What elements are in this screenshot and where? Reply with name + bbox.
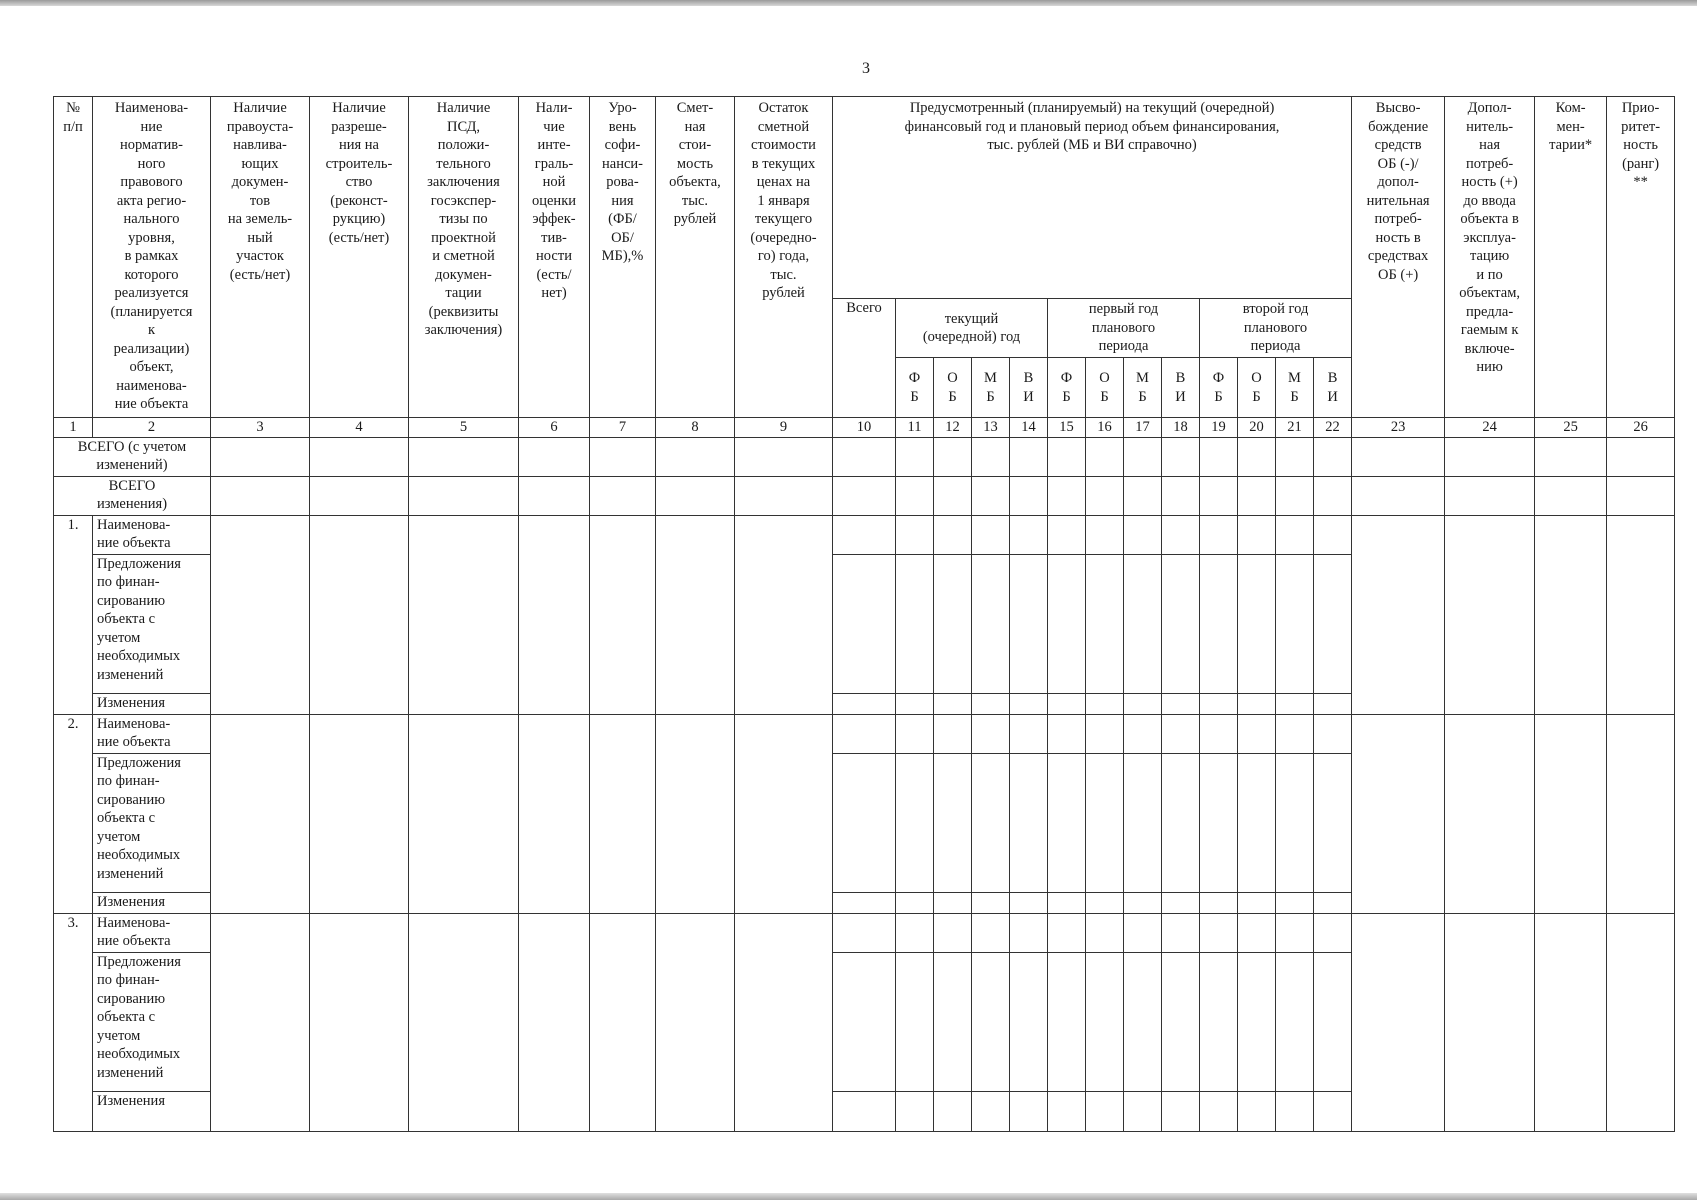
column-number: 24 (1445, 418, 1535, 438)
source-ob-first: О Б (1086, 358, 1124, 418)
column-number: 26 (1607, 418, 1675, 438)
table-cell (1010, 714, 1048, 753)
table-cell (1314, 437, 1352, 476)
table-cell (934, 952, 972, 1091)
table-cell (1276, 554, 1314, 693)
table-cell (211, 476, 310, 515)
table-cell (972, 1091, 1010, 1131)
table-cell (833, 913, 896, 952)
table-cell (896, 1091, 934, 1131)
column-number: 5 (409, 418, 519, 438)
table-cell (1238, 476, 1276, 515)
table-cell (1048, 515, 1086, 554)
table-cell (1276, 892, 1314, 913)
source-fb-first: Ф Б (1048, 358, 1086, 418)
table-cell (1124, 892, 1162, 913)
table-cell (1352, 714, 1445, 913)
column-number: 14 (1010, 418, 1048, 438)
table-cell (896, 892, 934, 913)
table-cell (934, 437, 972, 476)
table-cell (1445, 515, 1535, 714)
source-vi-second: В И (1314, 358, 1352, 418)
column-number: 8 (656, 418, 735, 438)
table-cell (1162, 952, 1200, 1091)
table-cell (1010, 554, 1048, 693)
table-cell (1086, 554, 1124, 693)
object-number: 3. (54, 913, 93, 1131)
total-with-changes-row (54, 437, 1675, 476)
column-number: 23 (1352, 418, 1445, 438)
table-cell (1276, 714, 1314, 753)
table-cell (1048, 437, 1086, 476)
table-cell (1124, 714, 1162, 753)
table-cell (1162, 437, 1200, 476)
table-cell (934, 554, 972, 693)
table-cell (590, 913, 656, 1131)
table-cell (1352, 913, 1445, 1131)
table-cell (1086, 913, 1124, 952)
table-cell (896, 693, 934, 714)
table-cell (1010, 437, 1048, 476)
object-number: 1. (54, 515, 93, 714)
header-remaining-cost: Остаток сметной стоимости в текущих ценах на 1 января текущего (очередно- го) года, тыс. рублей (735, 97, 833, 418)
table-cell (1124, 554, 1162, 693)
table-cell (833, 753, 896, 892)
table-cell (1162, 892, 1200, 913)
table-cell (1048, 554, 1086, 693)
table-cell (1607, 515, 1675, 714)
table-cell (1607, 437, 1675, 476)
table-cell (1086, 952, 1124, 1091)
column-number: 16 (1086, 418, 1124, 438)
table-cell (1314, 892, 1352, 913)
table-cell (833, 476, 896, 515)
column-number: 15 (1048, 418, 1086, 438)
header-number: № п/п (54, 97, 93, 418)
table-cell (896, 554, 934, 693)
column-number: 17 (1124, 418, 1162, 438)
header-act-name: Наименова- ние норматив- ного правового акта регио- нального уровня, в рамках которого реализуется (планируется к реализации) объект, наименова- ние объекта (93, 97, 211, 418)
column-number: 4 (310, 418, 409, 438)
table-cell (1124, 952, 1162, 1091)
table-cell (1445, 437, 1535, 476)
header-cofinancing-level: Уро- вень софи- нанси- рова- ния (ФБ/ ОБ/ МБ),% (590, 97, 656, 418)
column-number: 1 (54, 418, 93, 438)
table-cell (1276, 476, 1314, 515)
table-cell (896, 952, 934, 1091)
table-cell (1535, 913, 1607, 1131)
table-cell (1200, 753, 1238, 892)
table-cell (1352, 515, 1445, 714)
table-cell (656, 476, 735, 515)
table-cell (1238, 892, 1276, 913)
table-cell (1200, 952, 1238, 1091)
table-cell (1048, 753, 1086, 892)
table-cell (735, 476, 833, 515)
table-cell (896, 714, 934, 753)
table-cell (833, 515, 896, 554)
table-cell (972, 753, 1010, 892)
table-cell (934, 753, 972, 892)
header-psd-expertise: Наличие ПСД, положи- тельного заключения госэкспер- тизы по проектной и сметной докумен- тации (реквизиты заключения) (409, 97, 519, 418)
object-name-row (54, 714, 1675, 753)
header-row (54, 97, 1675, 299)
table-cell (1010, 1091, 1048, 1131)
table-cell (1535, 714, 1607, 913)
table-cell (1314, 693, 1352, 714)
table-cell (519, 515, 590, 714)
table-cell (656, 437, 735, 476)
table-cell (1086, 476, 1124, 515)
table-cell (1314, 714, 1352, 753)
object-name-row (54, 515, 1675, 554)
table-cell (1162, 476, 1200, 515)
table-cell (1010, 476, 1048, 515)
table-cell (833, 714, 896, 753)
column-number: 11 (896, 418, 934, 438)
table-cell (1352, 437, 1445, 476)
table-cell (519, 714, 590, 913)
table-cell (1124, 913, 1162, 952)
table-cell (833, 892, 896, 913)
column-numbers-row (54, 418, 1675, 438)
source-ob-current: О Б (934, 358, 972, 418)
table-cell (972, 714, 1010, 753)
table-cell (1086, 892, 1124, 913)
table-cell (656, 913, 735, 1131)
table-cell (735, 515, 833, 714)
table-cell (1238, 1091, 1276, 1131)
table-cell (1010, 693, 1048, 714)
table-cell (1238, 515, 1276, 554)
table-cell (896, 913, 934, 952)
table-cell (1445, 714, 1535, 913)
table-cell (972, 892, 1010, 913)
table-cell (1607, 913, 1675, 1131)
table-cell (1162, 515, 1200, 554)
table-cell (1086, 437, 1124, 476)
header-year-first: первый год планового периода (1048, 299, 1200, 358)
object-changes-label: Изменения (93, 892, 211, 913)
table-cell (310, 714, 409, 913)
table-cell (1200, 515, 1238, 554)
source-mb-current: М Б (972, 358, 1010, 418)
column-number: 2 (93, 418, 211, 438)
table-cell (1314, 476, 1352, 515)
column-number: 12 (934, 418, 972, 438)
table-cell (1238, 714, 1276, 753)
table-cell (896, 437, 934, 476)
table-cell (1086, 714, 1124, 753)
table-cell (1276, 753, 1314, 892)
table-cell (1238, 693, 1276, 714)
page-number: 3 (862, 60, 870, 77)
object-proposals-label: Предложения по финан- сированию объекта с учетом необходимых изменений (93, 554, 211, 693)
table-cell (1010, 753, 1048, 892)
column-number: 22 (1314, 418, 1352, 438)
table-cell (735, 437, 833, 476)
table-cell (934, 476, 972, 515)
table-cell (972, 913, 1010, 952)
table-cell (519, 476, 590, 515)
header-ob-release: Высво- бождение средств ОБ (-)/ допол- нительная потреб- ность в средствах ОБ (+) (1352, 97, 1445, 418)
table-cell (934, 892, 972, 913)
table-cell (1010, 952, 1048, 1091)
column-number: 20 (1238, 418, 1276, 438)
header-year-current: текущий (очередной) год (896, 299, 1048, 358)
table-cell (972, 693, 1010, 714)
table-cell (833, 1091, 896, 1131)
table-cell (519, 913, 590, 1131)
table-cell (656, 714, 735, 913)
source-mb-first: М Б (1124, 358, 1162, 418)
column-number: 13 (972, 418, 1010, 438)
table-cell (735, 913, 833, 1131)
source-vi-first: В И (1162, 358, 1200, 418)
source-fb-second: Ф Б (1200, 358, 1238, 418)
table-cell (1048, 693, 1086, 714)
table-cell (1162, 1091, 1200, 1131)
source-mb-second: М Б (1276, 358, 1314, 418)
table-cell (1200, 714, 1238, 753)
table-cell (1086, 693, 1124, 714)
table-cell (1200, 554, 1238, 693)
table-cell (1238, 913, 1276, 952)
column-number: 3 (211, 418, 310, 438)
column-number: 9 (735, 418, 833, 438)
scan-edge-top (0, 0, 1697, 6)
column-number: 7 (590, 418, 656, 438)
table-cell (1352, 476, 1445, 515)
table-cell (590, 437, 656, 476)
column-number: 19 (1200, 418, 1238, 438)
table-cell (934, 693, 972, 714)
table-cell (1124, 476, 1162, 515)
table-cell (1445, 913, 1535, 1131)
table-cell (1086, 1091, 1124, 1131)
table-cell (1048, 892, 1086, 913)
table-cell (896, 476, 934, 515)
table-cell (833, 554, 896, 693)
table-cell (590, 515, 656, 714)
table-cell (1200, 892, 1238, 913)
table-cell (833, 952, 896, 1091)
table-cell (211, 515, 310, 714)
table-cell (1238, 753, 1276, 892)
table-cell (1124, 1091, 1162, 1131)
table-cell (972, 515, 1010, 554)
table-cell (590, 476, 656, 515)
object-proposals-label: Предложения по финан- сированию объекта с учетом необходимых изменений (93, 753, 211, 892)
table-cell (1124, 753, 1162, 892)
table-cell (1314, 952, 1352, 1091)
table-cell (972, 437, 1010, 476)
table-cell (1200, 1091, 1238, 1131)
table-cell (934, 714, 972, 753)
table-cell (934, 1091, 972, 1131)
object-name-row (54, 913, 1675, 952)
financing-table (53, 96, 1675, 1132)
table-cell (833, 693, 896, 714)
header-building-permit: Наличие разреше- ния на строитель- ство (реконст- рукцию) (есть/нет) (310, 97, 409, 418)
table-cell (1200, 476, 1238, 515)
scan-edge-bottom (0, 1193, 1697, 1200)
header-year-second: второй год планового периода (1200, 299, 1352, 358)
table-cell (1276, 1091, 1314, 1131)
table-cell (1200, 437, 1238, 476)
table-cell (409, 515, 519, 714)
table-cell (590, 714, 656, 913)
header-funding-group: Предусмотренный (планируемый) на текущий (очередной) финансовый год и плановый период объем финансирования, тыс. рублей (МБ и ВИ справочно) (833, 97, 1352, 299)
object-changes-label: Изменения (93, 1091, 211, 1131)
table-cell (1314, 913, 1352, 952)
table-cell (1276, 952, 1314, 1091)
object-name-label: Наименова- ние объекта (93, 913, 211, 952)
table-cell (1086, 753, 1124, 892)
table-cell (735, 714, 833, 913)
table-cell (934, 913, 972, 952)
header-additional-need: Допол- нитель- ная потреб- ность (+) до ввода объекта в эксплуа- тацию и по объектам, предла- гаемым к включе- нию (1445, 97, 1535, 418)
header-estimated-cost: Смет- ная стои- мость объекта, тыс. рублей (656, 97, 735, 418)
column-number: 6 (519, 418, 590, 438)
table-cell (896, 753, 934, 892)
table-cell (1276, 437, 1314, 476)
total-changes-label: ВСЕГО изменения) (54, 476, 211, 515)
table-cell (409, 476, 519, 515)
object-proposals-label: Предложения по финан- сированию объекта с учетом необходимых изменений (93, 952, 211, 1091)
header-comments: Ком- мен- тарии* (1535, 97, 1607, 418)
table-cell (1238, 952, 1276, 1091)
table-cell (1048, 913, 1086, 952)
table-cell (409, 437, 519, 476)
table-cell (1445, 476, 1535, 515)
table-cell (1535, 476, 1607, 515)
table-cell (1200, 913, 1238, 952)
table-cell (896, 515, 934, 554)
table-cell (1238, 437, 1276, 476)
table-cell (833, 437, 896, 476)
table-cell (1010, 913, 1048, 952)
table-cell (1162, 714, 1200, 753)
table-cell (1048, 952, 1086, 1091)
table-cell (1314, 1091, 1352, 1131)
table-cell (1162, 554, 1200, 693)
table-cell (1607, 476, 1675, 515)
column-number: 21 (1276, 418, 1314, 438)
table-cell (1314, 515, 1352, 554)
table-cell (1124, 693, 1162, 714)
table-cell (1086, 515, 1124, 554)
table-cell (1238, 554, 1276, 693)
table-cell (1314, 554, 1352, 693)
header-total: Всего (833, 299, 896, 418)
table-cell (656, 515, 735, 714)
table-cell (310, 476, 409, 515)
table-cell (211, 437, 310, 476)
table-cell (1314, 753, 1352, 892)
table-cell (211, 714, 310, 913)
source-ob-second: О Б (1238, 358, 1276, 418)
total-changes-row (54, 476, 1675, 515)
table-cell (1162, 913, 1200, 952)
column-number: 10 (833, 418, 896, 438)
object-changes-label: Изменения (93, 693, 211, 714)
column-number: 18 (1162, 418, 1200, 438)
column-number: 25 (1535, 418, 1607, 438)
table-cell (1162, 693, 1200, 714)
header-efficiency-assessment: Нали- чие инте- граль- ной оценки эффек- тив- ности (есть/ нет) (519, 97, 590, 418)
table-cell (409, 714, 519, 913)
table-cell (1200, 693, 1238, 714)
table-cell (972, 952, 1010, 1091)
table-cell (310, 913, 409, 1131)
table-cell (519, 437, 590, 476)
table-cell (310, 437, 409, 476)
table-cell (1276, 913, 1314, 952)
table-cell (1162, 753, 1200, 892)
table-cell (934, 515, 972, 554)
table-cell (1048, 476, 1086, 515)
table-cell (1535, 515, 1607, 714)
table-cell (1010, 892, 1048, 913)
table-cell (211, 913, 310, 1131)
table-cell (1124, 437, 1162, 476)
table-cell (972, 476, 1010, 515)
table-cell (1048, 714, 1086, 753)
source-fb-current: Ф Б (896, 358, 934, 418)
source-vi-current: В И (1010, 358, 1048, 418)
header-priority: Прио- ритет- ность (ранг) ** (1607, 97, 1675, 418)
table-cell (1276, 693, 1314, 714)
table-cell (1124, 515, 1162, 554)
header-land-docs: Наличие правоуста- навлива- ющих докумен- тов на земель- ный участок (есть/нет) (211, 97, 310, 418)
total-with-changes-label: ВСЕГО (с учетом изменений) (54, 437, 211, 476)
object-name-label: Наименова- ние объекта (93, 714, 211, 753)
table-cell (1010, 515, 1048, 554)
table-cell (1276, 515, 1314, 554)
object-name-label: Наименова- ние объекта (93, 515, 211, 554)
table-cell (1535, 437, 1607, 476)
table-cell (1048, 1091, 1086, 1131)
table-cell (1607, 714, 1675, 913)
table-cell (409, 913, 519, 1131)
object-number: 2. (54, 714, 93, 913)
table-cell (310, 515, 409, 714)
table-cell (972, 554, 1010, 693)
